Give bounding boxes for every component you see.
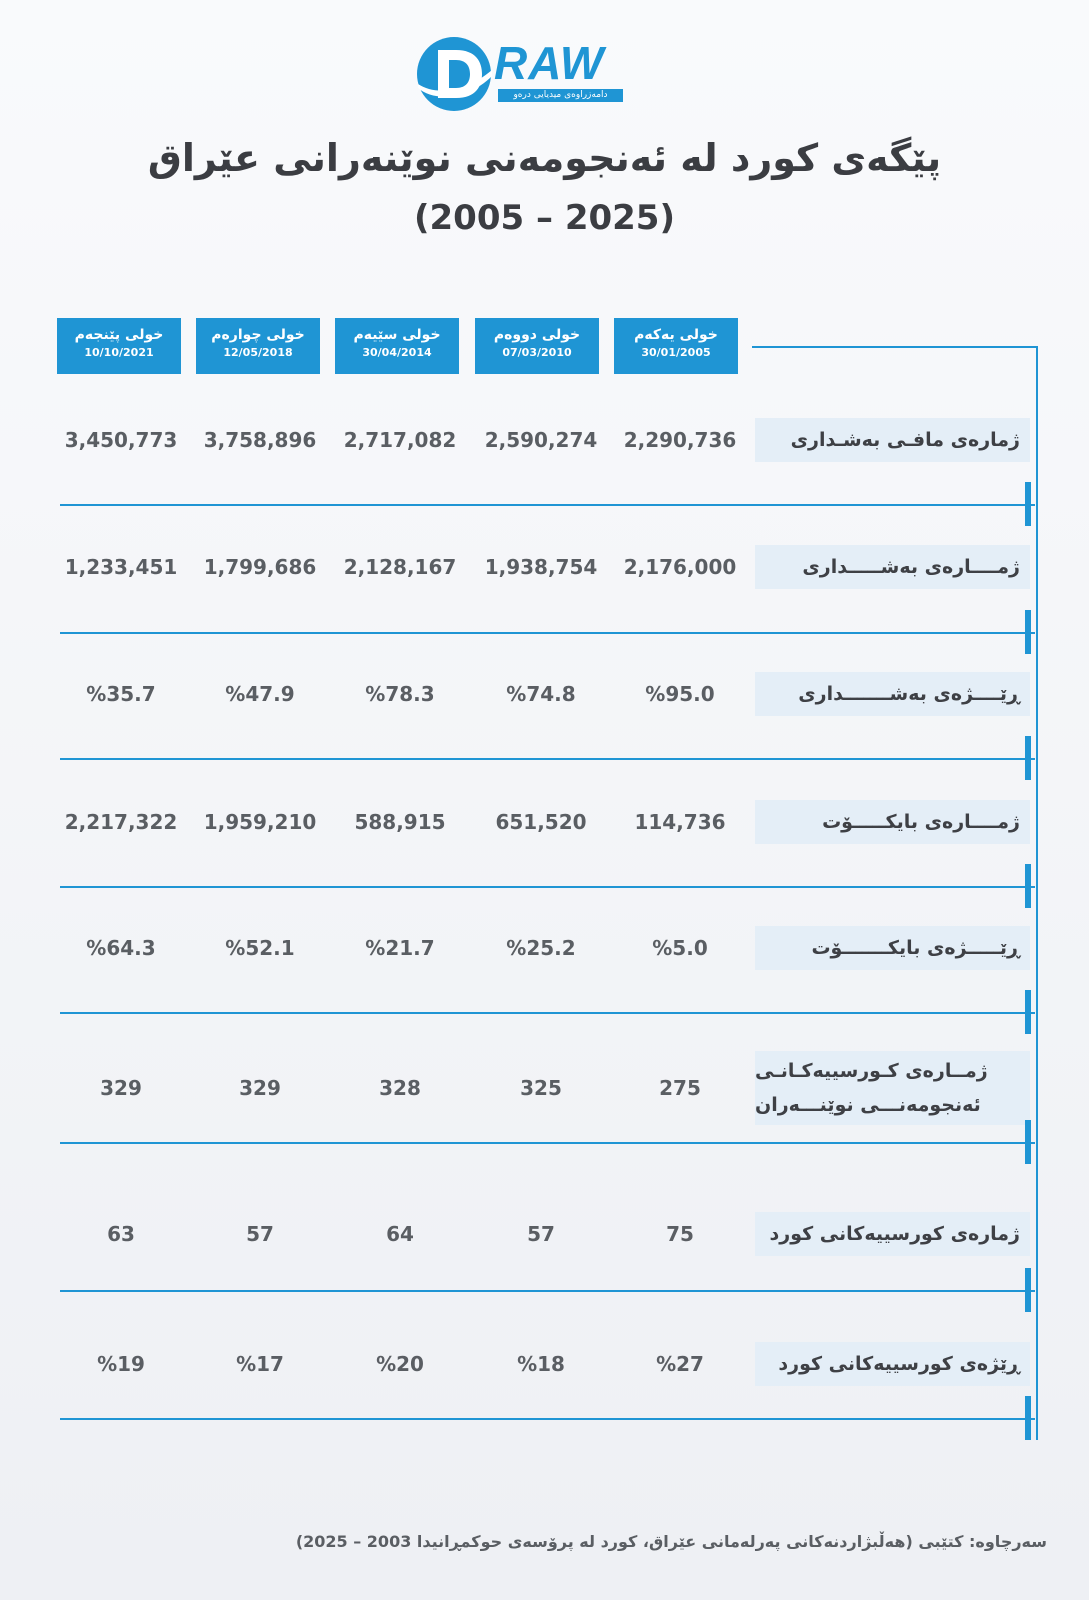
- row-separator: [60, 1418, 1035, 1420]
- row-label-text: ڕێژەی کورسییەکانی کورد: [778, 1353, 1020, 1375]
- table-cell: %78.3: [365, 682, 435, 706]
- column-header: [475, 318, 599, 374]
- table-cell: %17: [236, 1352, 284, 1376]
- table-cell: 3,758,896: [203, 428, 317, 452]
- row-label: [755, 1212, 1030, 1256]
- row-label-text: ژمارەی کورسییەکانی کورد: [769, 1223, 1020, 1245]
- table-cell: 114,736: [634, 810, 726, 834]
- row-separator: [60, 1142, 1035, 1144]
- table-cell: 2,217,322: [64, 810, 178, 834]
- row-tick: [1025, 482, 1031, 526]
- table-cell: 3,450,773: [64, 428, 178, 452]
- column-header: [614, 318, 738, 374]
- column-header-date: 30/01/2005: [641, 346, 711, 359]
- row-label-text: ژمــــارەی بایکـــــۆت: [822, 811, 1020, 833]
- table-cell: 1,799,686: [203, 555, 317, 579]
- logo-wordmark: RAW: [494, 37, 605, 89]
- table-cell: 325: [520, 1076, 562, 1100]
- row-tick: [1025, 1120, 1031, 1164]
- table-cell: %35.7: [86, 682, 156, 706]
- table-cell: 57: [246, 1222, 274, 1246]
- row-separator: [60, 504, 1035, 506]
- table-cell: %95.0: [645, 682, 715, 706]
- row-label-text: ژمارەی مافـی بەشـداری: [790, 429, 1020, 451]
- row-label: [755, 1051, 1030, 1125]
- table-cell: %20: [376, 1352, 424, 1376]
- row-tick: [1025, 1396, 1031, 1440]
- table-cell: %74.8: [506, 682, 576, 706]
- table-cell: %19: [97, 1352, 145, 1376]
- column-header-label: خولی دووەم: [493, 327, 581, 343]
- logo-subtitle: دامەزراوەی میدیایی درەو: [498, 89, 623, 102]
- table-cell: 64: [386, 1222, 414, 1246]
- table-vertical-line: [1036, 346, 1038, 1440]
- column-header-date: 10/10/2021: [84, 346, 154, 359]
- row-tick: [1025, 736, 1031, 780]
- table-cell: 588,915: [354, 810, 446, 834]
- source-note: سەرچاوە: کتێبی (هەڵبژاردنەکانی پەرلەمانی عێراق، کورد لە پرۆسەی حوکمڕانیدا 2003 – 2025): [295, 1532, 1047, 1551]
- column-header: [57, 318, 181, 374]
- row-label-text: ڕێـــــژەی بایکـــــــۆت: [811, 937, 1020, 959]
- column-header-label: خولی پێنجەم: [74, 327, 164, 343]
- column-header-date: 12/05/2018: [223, 346, 293, 359]
- table-cell: 651,520: [495, 810, 587, 834]
- row-label: [755, 926, 1030, 970]
- table-cell: 1,233,451: [64, 555, 178, 579]
- table-cell: %5.0: [652, 936, 708, 960]
- draw-logo: [416, 30, 644, 122]
- table-cell: 1,959,210: [203, 810, 317, 834]
- row-label-text: ژمــــارەی بەشـــــداری: [802, 556, 1020, 578]
- table-cell: 2,717,082: [343, 428, 457, 452]
- table-cell: %27: [656, 1352, 704, 1376]
- table-cell: 329: [239, 1076, 281, 1100]
- column-header-label: خولی سێیەم: [353, 327, 441, 343]
- table-cell: 275: [659, 1076, 701, 1100]
- row-label-text: ڕێــــژەی بەشـــــــداری: [798, 683, 1020, 705]
- table-cell: 328: [379, 1076, 421, 1100]
- row-separator: [60, 632, 1035, 634]
- table-cell: 2,176,000: [623, 555, 737, 579]
- column-header: [196, 318, 320, 374]
- row-label-text: ژمــارەی کـورسییەکـانـی: [755, 1060, 988, 1082]
- table-cell: %21.7: [365, 936, 435, 960]
- column-header-date: 07/03/2010: [502, 346, 572, 359]
- table-cell: 75: [666, 1222, 694, 1246]
- page-subtitle-years: (2005 – 2025): [413, 198, 675, 238]
- row-tick: [1025, 864, 1031, 908]
- row-label-text-line2: ئەنجومەنـــی نوێنـــەران: [755, 1094, 981, 1116]
- table-cell: %52.1: [225, 936, 295, 960]
- row-separator: [60, 886, 1035, 888]
- table-cell: 2,128,167: [343, 555, 457, 579]
- row-separator: [60, 1012, 1035, 1014]
- table-cell: 329: [100, 1076, 142, 1100]
- page-title: پێگەی کورد لە ئەنجومەنی نوێنەرانی عێراق: [147, 136, 942, 180]
- table-cell: %47.9: [225, 682, 295, 706]
- column-header-label: خولی یەکەم: [634, 327, 718, 343]
- row-label: [755, 545, 1030, 589]
- draw-logo-mark: [416, 30, 496, 122]
- column-header-label: خولی چوارەم: [211, 327, 305, 343]
- row-tick: [1025, 1268, 1031, 1312]
- table-cell: 2,290,736: [623, 428, 737, 452]
- table-cell: %64.3: [86, 936, 156, 960]
- column-header-date: 30/04/2014: [362, 346, 432, 359]
- table-cell: %25.2: [506, 936, 576, 960]
- row-label: [755, 1342, 1030, 1386]
- table-cell: 63: [107, 1222, 135, 1246]
- row-tick: [1025, 990, 1031, 1034]
- row-label: [755, 800, 1030, 844]
- row-label: [755, 418, 1030, 462]
- row-separator: [60, 1290, 1035, 1292]
- row-separator: [60, 758, 1035, 760]
- table-cell: 2,590,274: [484, 428, 598, 452]
- header-connector-line: [752, 346, 1038, 348]
- column-header: [335, 318, 459, 374]
- table-cell: 57: [527, 1222, 555, 1246]
- table-cell: 1,938,754: [484, 555, 598, 579]
- table-cell: %18: [517, 1352, 565, 1376]
- row-tick: [1025, 610, 1031, 654]
- row-label: [755, 672, 1030, 716]
